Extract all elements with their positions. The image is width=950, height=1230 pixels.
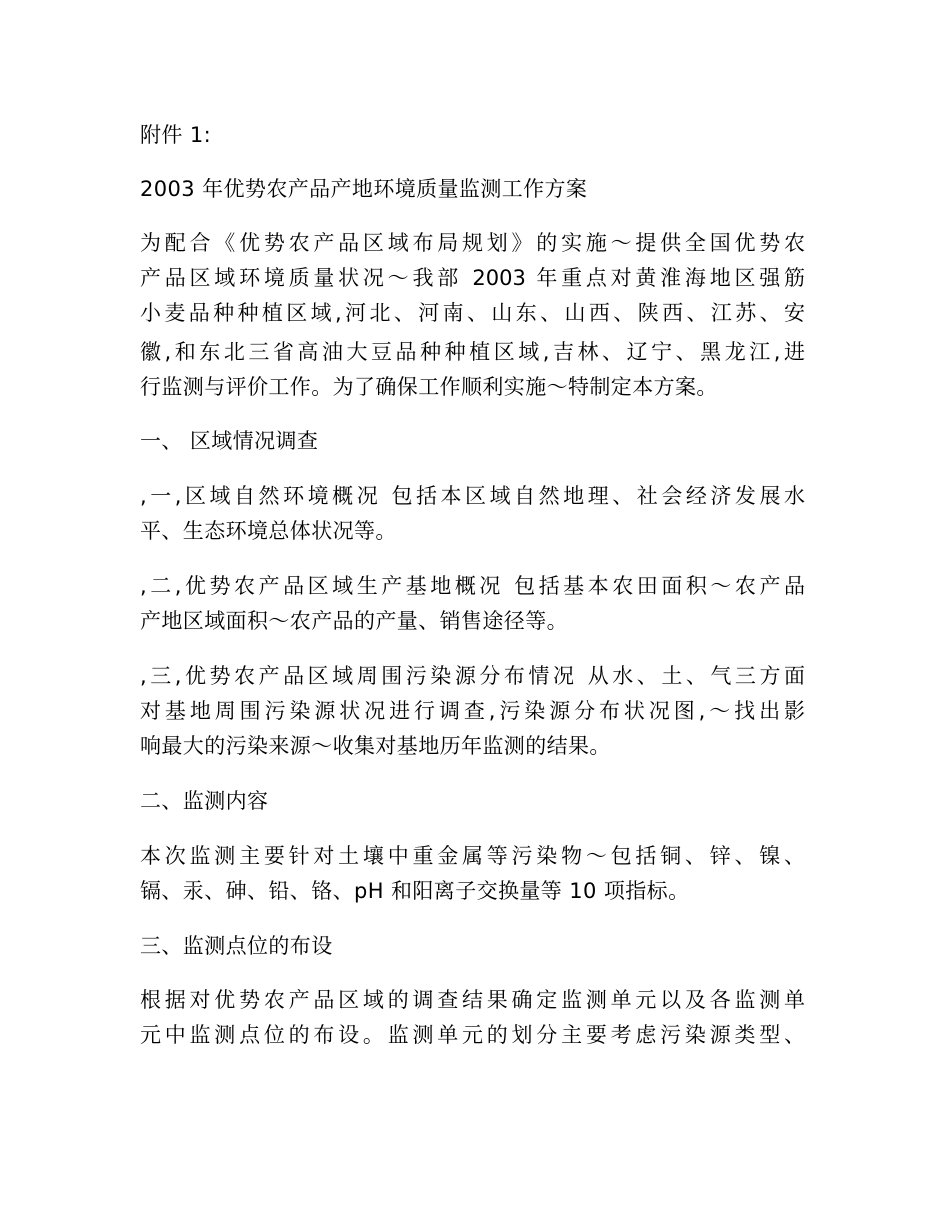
paragraph-line: 平、生态环境总体状况等。 <box>140 519 397 543</box>
paragraph-line: ,一,区域自然环境概况 包括本区域自然地理、社会经济发展水 <box>140 484 805 508</box>
paragraph-line: 产品区域环境质量状况～我部 2003 年重点对黄淮海地区强筋 <box>140 266 805 290</box>
paragraph-line: 徽,和东北三省高油大豆品种种植区域,吉林、辽宁、黑龙江,进 <box>140 340 805 364</box>
paragraph-line: 为配合《优势农产品区域布局规划》的实施～提供全国优势农 <box>140 231 805 255</box>
section-heading: 一、 区域情况调查 <box>140 429 319 453</box>
paragraph-line: ,三,优势农产品区域周围污染源分布情况 从水、土、气三方面 <box>140 664 805 688</box>
paragraph-line: 小麦品种种植区域,河北、河南、山东、山西、陕西、江苏、安 <box>140 301 805 325</box>
paragraph-line: 对基地周围污染源状况进行调查,污染源分布状况图,～找出影 <box>140 699 805 723</box>
paragraph-line: 响最大的污染来源～收集对基地历年监测的结果。 <box>140 734 611 758</box>
paragraph-line: 根据对优势农产品区域的调查结果确定监测单元以及各监测单 <box>140 988 805 1012</box>
paragraph-line: 产地区域面积～农产品的产量、销售途径等。 <box>140 609 568 633</box>
attachment-label: 附件 1: <box>140 123 212 147</box>
paragraph-line: 行监测与评价工作。为了确保工作顺利实施～特制定本方案。 <box>140 375 718 399</box>
section-heading: 三、监测点位的布设 <box>140 934 333 958</box>
paragraph-line: 本次监测主要针对土壤中重金属等污染物～包括铜、锌、镍、 <box>140 844 805 868</box>
section-heading: 二、监测内容 <box>140 789 269 813</box>
paragraph-line: 镉、汞、砷、铅、铬、pH 和阳离子交换量等 10 项指标。 <box>140 879 690 903</box>
paragraph-line: 元中监测点位的布设。监测单元的划分主要考虑污染源类型、 <box>140 1023 805 1047</box>
paragraph-line: ,二,优势农产品区域生产基地概况 包括基本农田面积～农产品 <box>140 574 805 598</box>
document-title: 2003 年优势农产品产地环境质量监测工作方案 <box>140 177 588 201</box>
